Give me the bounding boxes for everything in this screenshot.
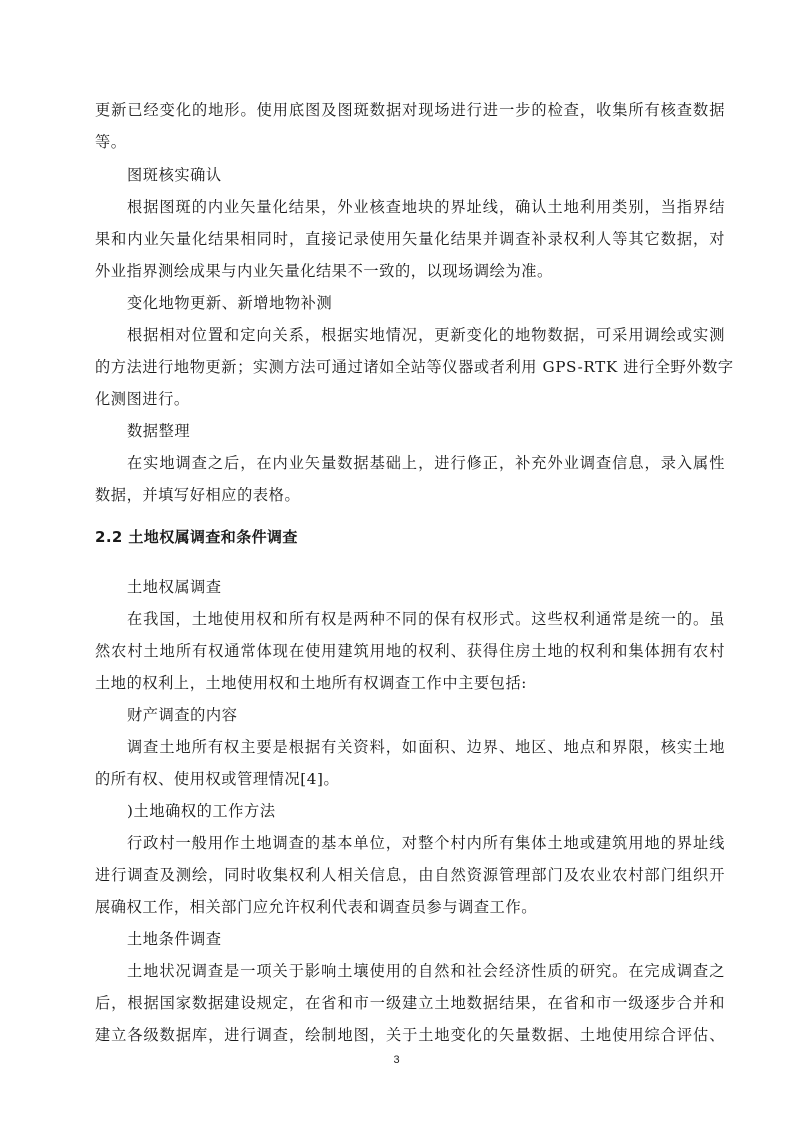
- body-text-line: 行政村一般用作土地调查的基本单位，对整个村内所有集体土地或建筑用地的界址线: [127, 834, 725, 852]
- subheading: 图斑核实确认: [127, 166, 222, 184]
- subheading: )土地确权的工作方法: [127, 802, 276, 820]
- body-text-line: 土地的权利上，土地使用权和土地所有权调查工作中主要包括:: [95, 674, 527, 692]
- subheading: 土地权属调查: [127, 578, 222, 596]
- body-text-line: 在我国，土地使用权和所有权是两种不同的保有权形式。这些权利通常是统一的。虽: [127, 610, 725, 628]
- page-number: 3: [393, 1054, 400, 1066]
- body-text-line: 展确权工作，相关部门应允许权利代表和调查员参与调查工作。: [95, 898, 538, 916]
- body-text-line: 在实地调查之后，在内业矢量数据基础上，进行修正，补充外业调查信息，录入属性: [127, 454, 725, 472]
- subheading: 变化地物更新、新增地物补测: [127, 294, 333, 312]
- body-text-line: 根据相对位置和定向关系，根据实地情况，更新变化的地物数据，可采用调绘或实测: [127, 326, 725, 344]
- body-text-line: 的方法进行地物更新；实测方法可通过诸如全站等仪器或者利用 GPS-RTK 进行全野外数字: [95, 358, 734, 376]
- body-text-line: 外业指界测绘成果与内业矢量化结果不一致的，以现场调绘为准。: [95, 262, 553, 280]
- body-text-line: 后，根据国家数据建设规定，在省和市一级建立土地数据结果，在省和市一级逐步合并和: [95, 994, 725, 1012]
- section-heading: 2.2 土地权属调查和条件调查: [95, 528, 298, 546]
- body-text-line: 化测图进行。: [95, 390, 190, 408]
- body-text-line: 根据图斑的内业矢量化结果，外业核查地块的界址线，确认土地利用类别，当指界结: [127, 198, 725, 216]
- body-text-line: 建立各级数据库，进行调查，绘制地图，关于土地变化的矢量数据、土地使用综合评估、: [95, 1026, 725, 1044]
- subheading: 财产调查的内容: [127, 706, 238, 724]
- subheading: 土地条件调查: [127, 930, 222, 948]
- body-text-line: 进行调查及测绘，同时收集权利人相关信息，由自然资源管理部门及农业农村部门组织开: [95, 866, 725, 884]
- body-text-line: 等。: [95, 133, 127, 151]
- body-text-line: 的所有权、使用权或管理情况[4]。: [95, 770, 340, 788]
- body-text-line: 果和内业矢量化结果相同时，直接记录使用矢量化结果并调查补录权利人等其它数据，对: [95, 230, 725, 248]
- body-text-line: 调查土地所有权主要是根据有关资料，如面积、边界、地区、地点和界限，核实土地: [127, 738, 725, 756]
- body-text-line: 数据，并填写好相应的表格。: [95, 486, 301, 504]
- body-text-line: 然农村土地所有权通常体现在使用建筑用地的权利、获得住房土地的权利和集体拥有农村: [95, 642, 725, 660]
- subheading: 数据整理: [127, 422, 191, 440]
- body-text-line: 土地状况调查是一项关于影响土壤使用的自然和社会经济性质的研究。在完成调查之: [127, 962, 725, 980]
- body-text-line: 更新已经变化的地形。使用底图及图斑数据对现场进行进一步的检查，收集所有核查数据: [95, 101, 725, 119]
